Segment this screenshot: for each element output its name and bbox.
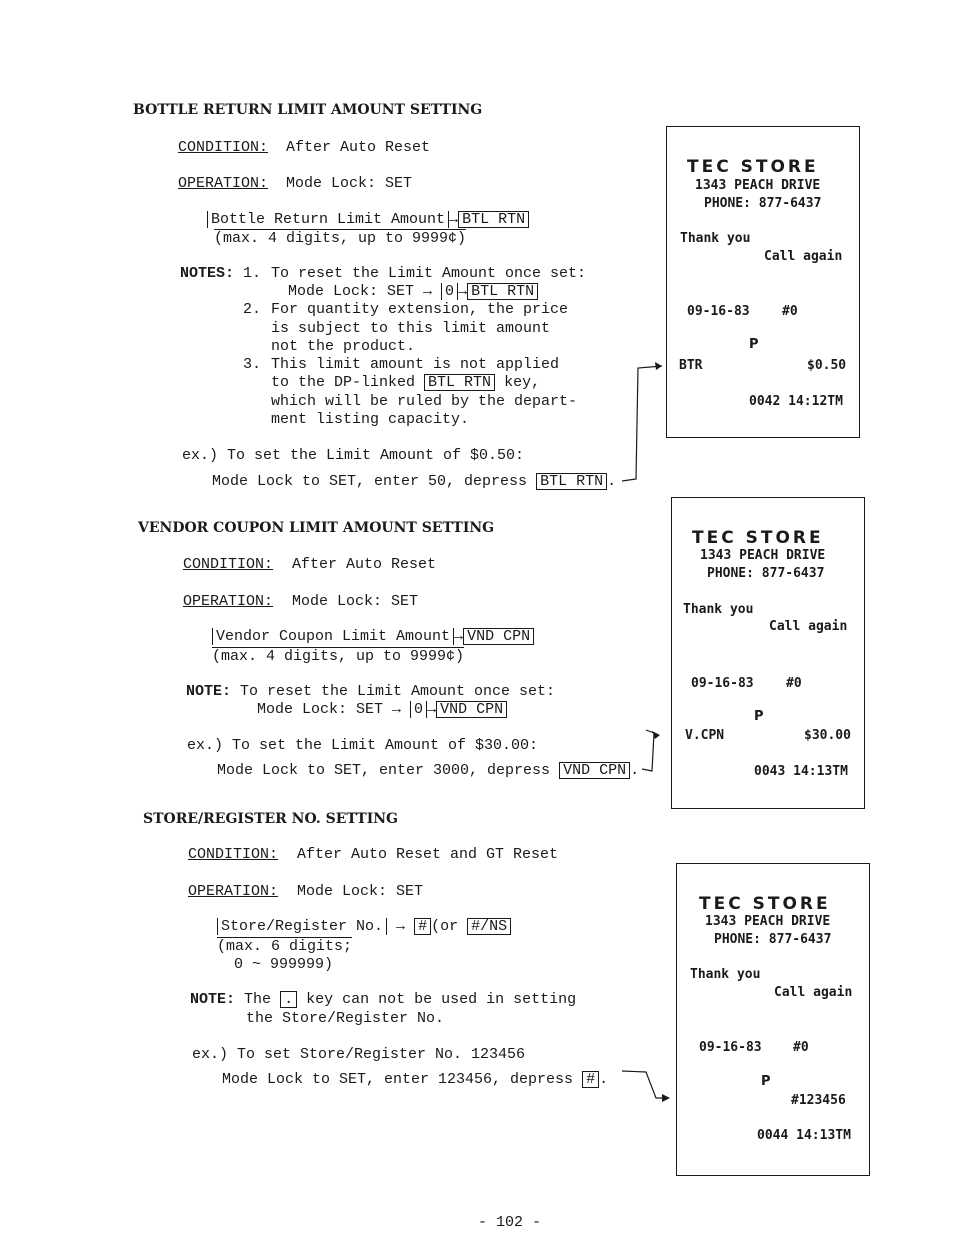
period: . bbox=[630, 762, 640, 779]
receipt-thanks: Thank you bbox=[683, 602, 754, 617]
mode-lock-text: Mode Lock: SET → bbox=[288, 283, 433, 300]
receipt-phone: PHONE: 877-6437 bbox=[704, 196, 822, 211]
note-label: NOTE: bbox=[190, 991, 236, 1008]
note-1-num: 1. bbox=[243, 265, 262, 282]
note-label: NOTE: bbox=[186, 683, 232, 700]
example-line-1: ex.) To set the Limit Amount of $30.00: bbox=[187, 737, 539, 754]
note-2-line-2: is subject to this limit amount bbox=[271, 320, 551, 337]
vnd-cpn-key: VND CPN bbox=[559, 762, 630, 779]
receipt-address: 1343 PEACH DRIVE bbox=[695, 178, 821, 193]
zero-entry: 0 bbox=[410, 701, 427, 718]
receipt-3 bbox=[676, 863, 870, 1176]
arrow: → bbox=[454, 628, 464, 645]
btl-rtn-key: BTL RTN bbox=[536, 473, 607, 490]
arrow: → bbox=[449, 211, 459, 228]
section-title-vendor-coupon: VENDOR COUPON LIMIT AMOUNT SETTING bbox=[138, 520, 495, 536]
operation-label: OPERATION: bbox=[188, 883, 279, 900]
receipt-store-name: TEC STORE bbox=[699, 894, 831, 914]
receipt-1 bbox=[666, 126, 860, 438]
operation-text: Mode Lock: SET bbox=[292, 593, 419, 610]
vnd-cpn-key: VND CPN bbox=[463, 628, 534, 645]
example-text: Mode Lock to SET, enter 123456, depress bbox=[222, 1071, 574, 1088]
hash-ns-key: #/NS bbox=[467, 918, 511, 935]
receipt-number: #0 bbox=[782, 304, 798, 319]
example-text: Mode Lock to SET, enter 50, depress bbox=[212, 473, 528, 490]
entry-amount: Vendor Coupon Limit Amount bbox=[212, 628, 454, 645]
note-the: The bbox=[244, 991, 272, 1008]
section-title-bottle-return: BOTTLE RETURN LIMIT AMOUNT SETTING bbox=[133, 102, 483, 118]
operation-label: OPERATION: bbox=[183, 593, 274, 610]
receipt-date: 09-16-83 bbox=[699, 1040, 762, 1055]
zero-entry: 0 bbox=[441, 283, 458, 300]
example-line-2 bbox=[222, 1071, 608, 1088]
btl-rtn-key: BTL RTN bbox=[458, 211, 529, 228]
vnd-cpn-key: VND CPN bbox=[436, 701, 507, 718]
key-word: key, bbox=[504, 374, 541, 391]
receipt-number: #0 bbox=[786, 676, 802, 691]
entry-note-2: 0 ~ 999999) bbox=[234, 956, 334, 973]
receipt-footer: 0044 14:13TM bbox=[757, 1128, 851, 1143]
operation-label: OPERATION: bbox=[178, 175, 269, 192]
receipt-address: 1343 PEACH DRIVE bbox=[705, 914, 831, 929]
arrow: → bbox=[458, 283, 468, 300]
arrow: → bbox=[427, 701, 437, 718]
receipt-amount: $0.50 bbox=[807, 358, 847, 373]
note-line-1: To reset the Limit Amount once set: bbox=[240, 683, 556, 700]
condition-text: After Auto Reset bbox=[292, 556, 437, 573]
receipt-item: V.CPN bbox=[685, 728, 725, 743]
condition-label: CONDITION: bbox=[188, 846, 279, 863]
mode-lock-text: Mode Lock: SET → bbox=[257, 701, 402, 718]
section-title-store-register: STORE/REGISTER NO. SETTING bbox=[143, 811, 399, 827]
operation-text: Mode Lock: SET bbox=[297, 883, 424, 900]
entry-note: (max. 4 digits, up to 9999¢) bbox=[214, 230, 467, 247]
decimal-key: . bbox=[280, 991, 297, 1008]
btl-rtn-key: BTL RTN bbox=[467, 283, 538, 300]
receipt-mode-mark: P bbox=[749, 337, 759, 352]
period: . bbox=[607, 473, 617, 490]
example-line-2 bbox=[217, 762, 639, 779]
receipt-store-name: TEC STORE bbox=[692, 528, 824, 548]
example-line-1: ex.) To set the Limit Amount of $0.50: bbox=[182, 447, 525, 464]
note-2-line-3: not the product. bbox=[271, 338, 416, 355]
note-2-num: 2. bbox=[243, 301, 262, 318]
entry-line bbox=[212, 628, 534, 645]
entry-note: (max. 4 digits, up to 9999¢) bbox=[212, 648, 465, 665]
receipt-phone: PHONE: 877-6437 bbox=[707, 566, 825, 581]
hash-key: # bbox=[414, 918, 431, 935]
note-line-2 bbox=[257, 701, 507, 718]
receipt-2 bbox=[671, 497, 865, 809]
condition-text: After Auto Reset bbox=[286, 139, 431, 156]
example-line-1: ex.) To set Store/Register No. 123456 bbox=[192, 1046, 526, 1063]
receipt-amount: #123456 bbox=[791, 1093, 846, 1108]
period: . bbox=[599, 1071, 609, 1088]
entry-line bbox=[217, 918, 511, 935]
note-1-line-1: To reset the Limit Amount once set: bbox=[271, 265, 587, 282]
receipt-footer: 0042 14:12TM bbox=[749, 394, 843, 409]
receipt-phone: PHONE: 877-6437 bbox=[714, 932, 832, 947]
receipt-call-again: Call again bbox=[764, 249, 843, 264]
entry-store-register: Store/Register No. bbox=[217, 918, 387, 935]
receipt-number: #0 bbox=[793, 1040, 809, 1055]
receipt-call-again: Call again bbox=[774, 985, 853, 1000]
receipt-amount: $30.00 bbox=[804, 728, 851, 743]
note-3-line-3: which will be ruled by the depart- bbox=[271, 393, 578, 410]
dp-linked-text: to the DP-linked bbox=[271, 374, 416, 391]
receipt-mode-mark: P bbox=[754, 709, 764, 724]
example-text: Mode Lock to SET, enter 3000, depress bbox=[217, 762, 551, 779]
or-text: (or bbox=[431, 918, 459, 935]
receipt-thanks: Thank you bbox=[680, 231, 751, 246]
condition-label: CONDITION: bbox=[178, 139, 269, 156]
receipt-address: 1343 PEACH DRIVE bbox=[700, 548, 826, 563]
notes-label: NOTES: bbox=[180, 265, 235, 282]
condition-text: After Auto Reset and GT Reset bbox=[297, 846, 559, 863]
entry-note-1: (max. 6 digits; bbox=[217, 938, 353, 955]
receipt-date: 09-16-83 bbox=[691, 676, 754, 691]
operation-text: Mode Lock: SET bbox=[286, 175, 413, 192]
receipt-thanks: Thank you bbox=[690, 967, 761, 982]
entry-amount: Bottle Return Limit Amount bbox=[207, 211, 449, 228]
note-line-2: the Store/Register No. bbox=[246, 1010, 445, 1027]
note-3-num: 3. bbox=[243, 356, 262, 373]
note-line-1 bbox=[190, 991, 576, 1008]
receipt-item: BTR bbox=[679, 358, 703, 373]
note-3-line-4: ment listing capacity. bbox=[271, 411, 470, 428]
receipt-mode-mark: P bbox=[761, 1074, 771, 1089]
note-2-line-1: For quantity extension, the price bbox=[271, 301, 569, 318]
note-3-line-1: This limit amount is not applied bbox=[271, 356, 560, 373]
note-rest: key can not be used in setting bbox=[306, 991, 577, 1008]
receipt-store-name: TEC STORE bbox=[687, 157, 819, 177]
condition-label: CONDITION: bbox=[183, 556, 274, 573]
arrow: → bbox=[396, 918, 406, 935]
receipt-date: 09-16-83 bbox=[687, 304, 750, 319]
receipt-footer: 0043 14:13TM bbox=[754, 764, 848, 779]
btl-rtn-key: BTL RTN bbox=[424, 374, 495, 391]
page-number: - 102 - bbox=[478, 1214, 542, 1231]
hash-key: # bbox=[582, 1071, 599, 1088]
receipt-call-again: Call again bbox=[769, 619, 848, 634]
